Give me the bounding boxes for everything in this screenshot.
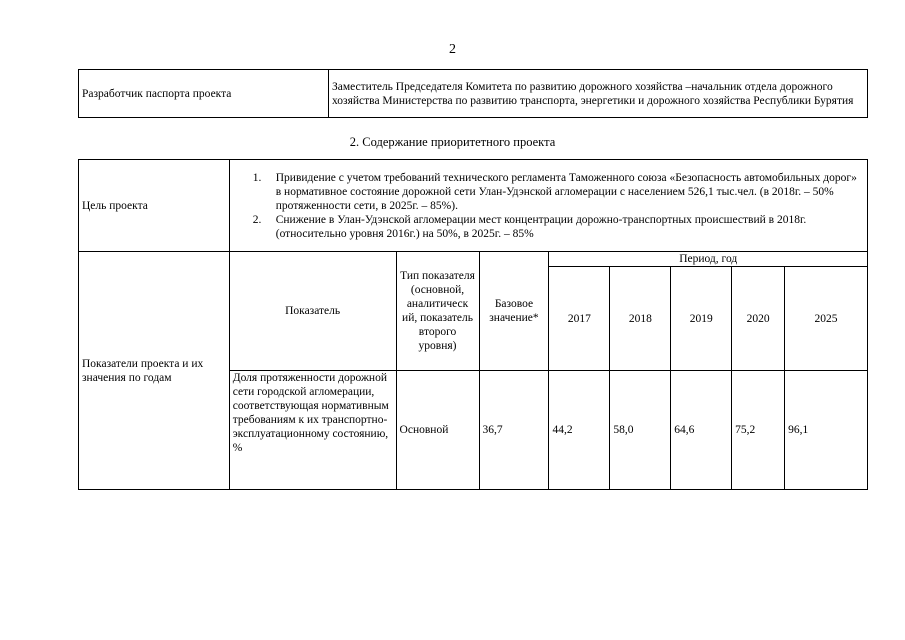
table-row [79, 252, 868, 267]
header-year: 2017 [549, 267, 610, 371]
indicator-type: Основной [396, 371, 479, 490]
header-type: Тип показателя (основной, аналитическ ий, показатель второго уровня) [396, 252, 479, 371]
list-item [253, 213, 864, 241]
goal-number: 1. [252, 171, 262, 184]
indicator-value-2020: 75,2 [732, 371, 785, 490]
developer-label: Разработчик паспорта проекта [79, 70, 329, 118]
goal-cell [229, 160, 867, 252]
header-period: Период, год [549, 252, 868, 267]
goal-text: Снижение в Улан-Удэнской агломерации мест концентрации дорожно-транспортных происшествий в 2018г. (относительно уровня 2016г.) на 50%, в 2025г. – 85% [275, 213, 807, 240]
indicator-base-value: 36,7 [479, 371, 549, 490]
header-year: 2019 [671, 267, 732, 371]
indicator-value-2025: 96,1 [785, 371, 868, 490]
goal-number: 2. [252, 213, 262, 226]
page-number: 2 [449, 42, 456, 57]
section-title: 2. Содержание приоритетного проекта [349, 135, 556, 149]
goal-label: Цель проекта [79, 160, 230, 252]
indicator-value-2018: 58,0 [610, 371, 671, 490]
table-row [79, 160, 868, 252]
header-year: 2020 [732, 267, 785, 371]
indicator-name: Доля протяженности дорожной сети городской агломерации, соответствующая нормативным требованиям к их транспортно-эксплуатационному состоянию, % [229, 371, 396, 490]
header-indicator: Показатель [229, 252, 396, 371]
indicators-label: Показатели проекта и их значения по годам [79, 252, 230, 490]
developer-value: Заместитель Председателя Комитета по развитию дорожного хозяйства –начальник отдела дорожного хозяйства Министерства по развитию транспорта, энергетики и дорожного хозяйства Республики Бурятия [329, 70, 868, 118]
project-content-table [78, 159, 868, 490]
header-base-value: Базовое значение* [479, 252, 549, 371]
header-year: 2025 [785, 267, 868, 371]
header-year: 2018 [610, 267, 671, 371]
goal-text: Привидение с учетом требований технического регламента Таможенного союза «Безопасность автомобильных дорог» в нормативное состояние дорожной сети Улан-Удэнской агломерации с населением 526,1 тыс.чел. (в 2018г. – 50% протяженности сети, в 2025г. – 85%). [275, 171, 857, 212]
list-item [253, 171, 864, 213]
table-row [79, 70, 868, 118]
goal-list [233, 171, 864, 241]
indicator-value-2019: 64,6 [671, 371, 732, 490]
indicator-value-2017: 44,2 [549, 371, 610, 490]
passport-table [78, 69, 868, 118]
